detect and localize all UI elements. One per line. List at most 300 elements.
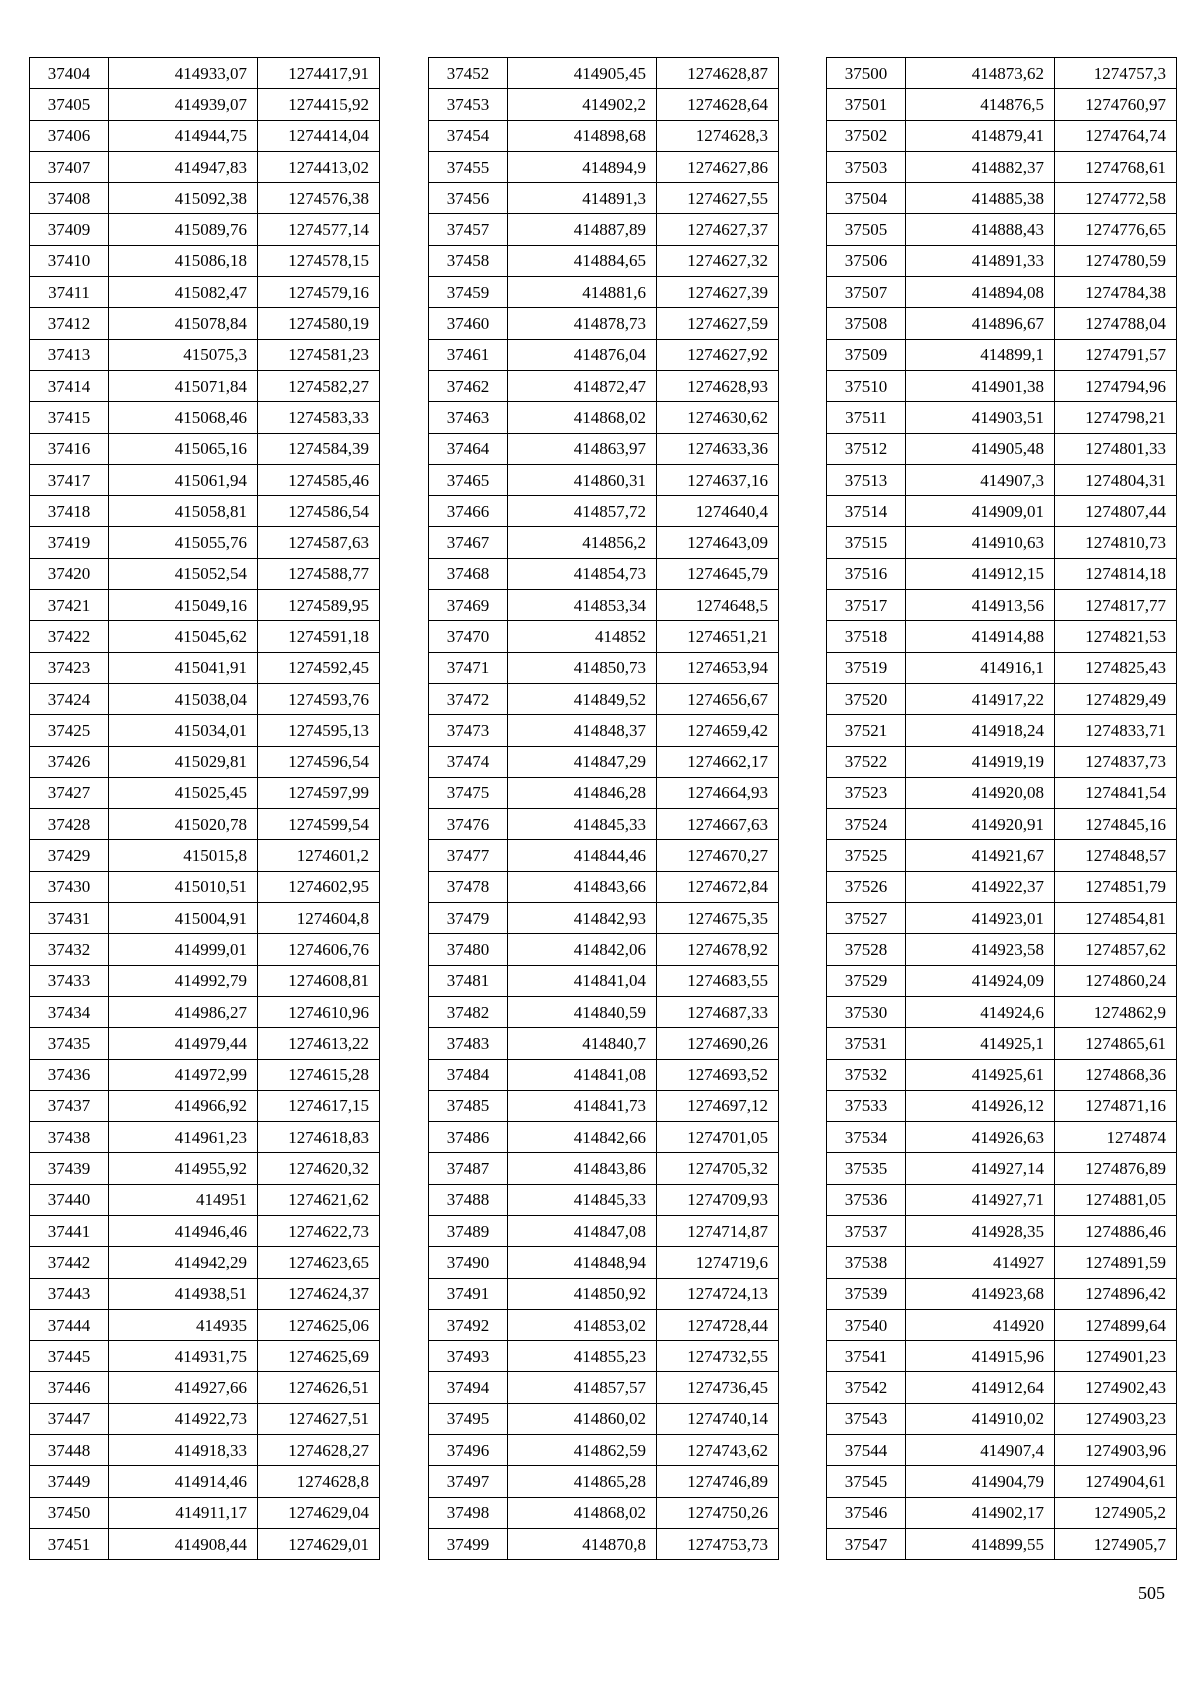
x-coordinate-cell: 414915,96 xyxy=(906,1341,1055,1372)
table-row xyxy=(827,370,1177,401)
x-coordinate-cell: 414927 xyxy=(906,1247,1055,1278)
x-coordinate-cell: 414926,63 xyxy=(906,1122,1055,1153)
point-number-cell: 37435 xyxy=(30,1028,109,1059)
y-coordinate-cell: 1274851,79 xyxy=(1055,871,1177,902)
x-coordinate-cell: 414938,51 xyxy=(109,1278,258,1309)
point-number-cell: 37491 xyxy=(429,1278,508,1309)
y-coordinate-cell: 1274604,8 xyxy=(258,903,380,934)
y-coordinate-cell: 1274780,59 xyxy=(1055,245,1177,276)
point-number-cell: 37430 xyxy=(30,871,109,902)
table-row xyxy=(827,1435,1177,1466)
x-coordinate-cell: 414946,46 xyxy=(109,1215,258,1246)
table-row xyxy=(429,151,779,182)
x-coordinate-cell: 414842,66 xyxy=(508,1122,657,1153)
table-row xyxy=(429,715,779,746)
table-row xyxy=(429,683,779,714)
x-coordinate-cell: 414904,79 xyxy=(906,1466,1055,1497)
y-coordinate-cell: 1274833,71 xyxy=(1055,715,1177,746)
point-number-cell: 37462 xyxy=(429,370,508,401)
point-number-cell: 37421 xyxy=(30,590,109,621)
x-coordinate-cell: 414899,1 xyxy=(906,339,1055,370)
table-row xyxy=(429,1059,779,1090)
table-row xyxy=(30,1184,380,1215)
table-row xyxy=(429,120,779,151)
point-number-cell: 37528 xyxy=(827,934,906,965)
table-row xyxy=(827,1028,1177,1059)
y-coordinate-cell: 1274618,83 xyxy=(258,1122,380,1153)
x-coordinate-cell: 414853,34 xyxy=(508,590,657,621)
y-coordinate-cell: 1274764,74 xyxy=(1055,120,1177,151)
x-coordinate-cell: 414841,04 xyxy=(508,965,657,996)
point-number-cell: 37407 xyxy=(30,151,109,182)
table-row xyxy=(429,1247,779,1278)
table-row xyxy=(827,840,1177,871)
point-number-cell: 37410 xyxy=(30,245,109,276)
table-row xyxy=(429,308,779,339)
x-coordinate-cell: 414926,12 xyxy=(906,1090,1055,1121)
point-number-cell: 37532 xyxy=(827,1059,906,1090)
point-number-cell: 37455 xyxy=(429,151,508,182)
y-coordinate-cell: 1274672,84 xyxy=(657,871,779,902)
point-number-cell: 37438 xyxy=(30,1122,109,1153)
y-coordinate-cell: 1274902,43 xyxy=(1055,1372,1177,1403)
point-number-cell: 37416 xyxy=(30,433,109,464)
y-coordinate-cell: 1274901,23 xyxy=(1055,1341,1177,1372)
x-coordinate-cell: 414920,08 xyxy=(906,777,1055,808)
point-number-cell: 37536 xyxy=(827,1184,906,1215)
table-row xyxy=(827,183,1177,214)
y-coordinate-cell: 1274862,9 xyxy=(1055,996,1177,1027)
point-number-cell: 37515 xyxy=(827,527,906,558)
y-coordinate-cell: 1274821,53 xyxy=(1055,621,1177,652)
x-coordinate-cell: 415034,01 xyxy=(109,715,258,746)
y-coordinate-cell: 1274648,5 xyxy=(657,590,779,621)
x-coordinate-cell: 414857,57 xyxy=(508,1372,657,1403)
x-coordinate-cell: 414872,47 xyxy=(508,370,657,401)
point-number-cell: 37433 xyxy=(30,965,109,996)
y-coordinate-cell: 1274415,92 xyxy=(258,89,380,120)
table-row xyxy=(429,1028,779,1059)
point-number-cell: 37545 xyxy=(827,1466,906,1497)
x-coordinate-cell: 414846,28 xyxy=(508,777,657,808)
table-row xyxy=(827,277,1177,308)
x-coordinate-cell: 415015,8 xyxy=(109,840,258,871)
table-row xyxy=(827,1090,1177,1121)
point-number-cell: 37449 xyxy=(30,1466,109,1497)
point-number-cell: 37441 xyxy=(30,1215,109,1246)
point-number-cell: 37506 xyxy=(827,245,906,276)
x-coordinate-cell: 415010,51 xyxy=(109,871,258,902)
table-row xyxy=(30,339,380,370)
x-coordinate-cell: 414849,52 xyxy=(508,683,657,714)
y-coordinate-cell: 1274597,99 xyxy=(258,777,380,808)
point-number-cell: 37405 xyxy=(30,89,109,120)
y-coordinate-cell: 1274736,45 xyxy=(657,1372,779,1403)
y-coordinate-cell: 1274627,92 xyxy=(657,339,779,370)
y-coordinate-cell: 1274589,95 xyxy=(258,590,380,621)
point-number-cell: 37418 xyxy=(30,496,109,527)
y-coordinate-cell: 1274653,94 xyxy=(657,652,779,683)
point-number-cell: 37439 xyxy=(30,1153,109,1184)
point-number-cell: 37490 xyxy=(429,1247,508,1278)
point-number-cell: 37457 xyxy=(429,214,508,245)
table-row xyxy=(30,621,380,652)
y-coordinate-cell: 1274724,13 xyxy=(657,1278,779,1309)
y-coordinate-cell: 1274621,62 xyxy=(258,1184,380,1215)
y-coordinate-cell: 1274854,81 xyxy=(1055,903,1177,934)
table-row xyxy=(429,214,779,245)
point-number-cell: 37507 xyxy=(827,277,906,308)
point-number-cell: 37474 xyxy=(429,746,508,777)
table-row xyxy=(827,903,1177,934)
x-coordinate-cell: 414916,1 xyxy=(906,652,1055,683)
point-number-cell: 37431 xyxy=(30,903,109,934)
x-coordinate-cell: 414920,91 xyxy=(906,809,1055,840)
x-coordinate-cell: 414850,73 xyxy=(508,652,657,683)
table-row xyxy=(429,903,779,934)
y-coordinate-cell: 1274791,57 xyxy=(1055,339,1177,370)
y-coordinate-cell: 1274578,15 xyxy=(258,245,380,276)
table-row xyxy=(827,652,1177,683)
y-coordinate-cell: 1274627,37 xyxy=(657,214,779,245)
y-coordinate-cell: 1274807,44 xyxy=(1055,496,1177,527)
point-number-cell: 37547 xyxy=(827,1528,906,1559)
y-coordinate-cell: 1274599,54 xyxy=(258,809,380,840)
table-row xyxy=(827,151,1177,182)
x-coordinate-cell: 414898,68 xyxy=(508,120,657,151)
point-number-cell: 37480 xyxy=(429,934,508,965)
table-row xyxy=(827,1403,1177,1434)
y-coordinate-cell: 1274628,93 xyxy=(657,370,779,401)
table-row xyxy=(429,433,779,464)
point-number-cell: 37522 xyxy=(827,746,906,777)
y-coordinate-cell: 1274687,33 xyxy=(657,996,779,1027)
y-coordinate-cell: 1274640,4 xyxy=(657,496,779,527)
table-row xyxy=(429,1528,779,1559)
x-coordinate-cell: 415086,18 xyxy=(109,245,258,276)
x-coordinate-cell: 414918,24 xyxy=(906,715,1055,746)
x-coordinate-cell: 414857,72 xyxy=(508,496,657,527)
y-coordinate-cell: 1274886,46 xyxy=(1055,1215,1177,1246)
table-row xyxy=(30,715,380,746)
point-number-cell: 37513 xyxy=(827,464,906,495)
table-row xyxy=(429,527,779,558)
point-number-cell: 37414 xyxy=(30,370,109,401)
table-row xyxy=(827,777,1177,808)
x-coordinate-cell: 414961,23 xyxy=(109,1122,258,1153)
x-coordinate-cell: 414854,73 xyxy=(508,558,657,589)
point-number-cell: 37408 xyxy=(30,183,109,214)
point-number-cell: 37512 xyxy=(827,433,906,464)
y-coordinate-cell: 1274576,38 xyxy=(258,183,380,214)
x-coordinate-cell: 414852 xyxy=(508,621,657,652)
table-row xyxy=(30,183,380,214)
x-coordinate-cell: 414841,73 xyxy=(508,1090,657,1121)
y-coordinate-cell: 1274746,89 xyxy=(657,1466,779,1497)
point-number-cell: 37447 xyxy=(30,1403,109,1434)
x-coordinate-cell: 414899,55 xyxy=(906,1528,1055,1559)
x-coordinate-cell: 414925,1 xyxy=(906,1028,1055,1059)
point-number-cell: 37453 xyxy=(429,89,508,120)
table-row xyxy=(30,590,380,621)
y-coordinate-cell: 1274591,18 xyxy=(258,621,380,652)
y-coordinate-cell: 1274417,91 xyxy=(258,58,380,89)
point-number-cell: 37450 xyxy=(30,1497,109,1528)
table-row xyxy=(30,1122,380,1153)
table-row xyxy=(827,809,1177,840)
table-row xyxy=(30,996,380,1027)
y-coordinate-cell: 1274760,97 xyxy=(1055,89,1177,120)
y-coordinate-cell: 1274845,16 xyxy=(1055,809,1177,840)
x-coordinate-cell: 414888,43 xyxy=(906,214,1055,245)
point-number-cell: 37486 xyxy=(429,1122,508,1153)
point-number-cell: 37516 xyxy=(827,558,906,589)
y-coordinate-cell: 1274881,05 xyxy=(1055,1184,1177,1215)
x-coordinate-cell: 414870,8 xyxy=(508,1528,657,1559)
table-row xyxy=(30,777,380,808)
table-row xyxy=(429,277,779,308)
point-number-cell: 37511 xyxy=(827,402,906,433)
table-row xyxy=(30,965,380,996)
point-number-cell: 37538 xyxy=(827,1247,906,1278)
y-coordinate-cell: 1274903,23 xyxy=(1055,1403,1177,1434)
point-number-cell: 37459 xyxy=(429,277,508,308)
x-coordinate-cell: 414882,37 xyxy=(906,151,1055,182)
point-number-cell: 37503 xyxy=(827,151,906,182)
point-number-cell: 37533 xyxy=(827,1090,906,1121)
coordinate-table-1 xyxy=(29,57,380,1560)
x-coordinate-cell: 414843,86 xyxy=(508,1153,657,1184)
y-coordinate-cell: 1274645,79 xyxy=(657,558,779,589)
y-coordinate-cell: 1274868,36 xyxy=(1055,1059,1177,1090)
table-row xyxy=(429,402,779,433)
y-coordinate-cell: 1274709,93 xyxy=(657,1184,779,1215)
y-coordinate-cell: 1274817,77 xyxy=(1055,590,1177,621)
x-coordinate-cell: 414910,63 xyxy=(906,527,1055,558)
point-number-cell: 37432 xyxy=(30,934,109,965)
x-coordinate-cell: 414912,15 xyxy=(906,558,1055,589)
x-coordinate-cell: 415055,76 xyxy=(109,527,258,558)
y-coordinate-cell: 1274613,22 xyxy=(258,1028,380,1059)
table-row xyxy=(827,1309,1177,1340)
y-coordinate-cell: 1274714,87 xyxy=(657,1215,779,1246)
x-coordinate-cell: 415049,16 xyxy=(109,590,258,621)
y-coordinate-cell: 1274896,42 xyxy=(1055,1278,1177,1309)
x-coordinate-cell: 414939,07 xyxy=(109,89,258,120)
point-number-cell: 37436 xyxy=(30,1059,109,1090)
point-number-cell: 37493 xyxy=(429,1341,508,1372)
y-coordinate-cell: 1274905,2 xyxy=(1055,1497,1177,1528)
table-row xyxy=(429,464,779,495)
y-coordinate-cell: 1274628,87 xyxy=(657,58,779,89)
table-row xyxy=(827,402,1177,433)
y-coordinate-cell: 1274788,04 xyxy=(1055,308,1177,339)
x-coordinate-cell: 414927,71 xyxy=(906,1184,1055,1215)
point-number-cell: 37540 xyxy=(827,1309,906,1340)
y-coordinate-cell: 1274697,12 xyxy=(657,1090,779,1121)
x-coordinate-cell: 414894,08 xyxy=(906,277,1055,308)
y-coordinate-cell: 1274627,86 xyxy=(657,151,779,182)
x-coordinate-cell: 414944,75 xyxy=(109,120,258,151)
point-number-cell: 37463 xyxy=(429,402,508,433)
table-row xyxy=(30,934,380,965)
table-row xyxy=(30,652,380,683)
y-coordinate-cell: 1274587,63 xyxy=(258,527,380,558)
table-row xyxy=(30,809,380,840)
y-coordinate-cell: 1274581,23 xyxy=(258,339,380,370)
y-coordinate-cell: 1274628,64 xyxy=(657,89,779,120)
y-coordinate-cell: 1274651,21 xyxy=(657,621,779,652)
point-number-cell: 37484 xyxy=(429,1059,508,1090)
y-coordinate-cell: 1274579,16 xyxy=(258,277,380,308)
y-coordinate-cell: 1274693,52 xyxy=(657,1059,779,1090)
y-coordinate-cell: 1274629,01 xyxy=(258,1528,380,1559)
point-number-cell: 37409 xyxy=(30,214,109,245)
table-row xyxy=(827,1059,1177,1090)
x-coordinate-cell: 415092,38 xyxy=(109,183,258,214)
table-row xyxy=(827,1497,1177,1528)
x-coordinate-cell: 414905,48 xyxy=(906,433,1055,464)
table-row xyxy=(30,277,380,308)
x-coordinate-cell: 414931,75 xyxy=(109,1341,258,1372)
table-row xyxy=(429,840,779,871)
y-coordinate-cell: 1274719,6 xyxy=(657,1247,779,1278)
y-coordinate-cell: 1274627,55 xyxy=(657,183,779,214)
point-number-cell: 37489 xyxy=(429,1215,508,1246)
x-coordinate-cell: 414847,29 xyxy=(508,746,657,777)
table-row xyxy=(30,746,380,777)
point-number-cell: 37546 xyxy=(827,1497,906,1528)
x-coordinate-cell: 414947,83 xyxy=(109,151,258,182)
y-coordinate-cell: 1274625,06 xyxy=(258,1309,380,1340)
y-coordinate-cell: 1274667,63 xyxy=(657,809,779,840)
x-coordinate-cell: 414855,23 xyxy=(508,1341,657,1372)
table-row xyxy=(827,746,1177,777)
table-row xyxy=(827,1153,1177,1184)
x-coordinate-cell: 414878,73 xyxy=(508,308,657,339)
y-coordinate-cell: 1274625,69 xyxy=(258,1341,380,1372)
y-coordinate-cell: 1274678,92 xyxy=(657,934,779,965)
x-coordinate-cell: 414848,37 xyxy=(508,715,657,746)
point-number-cell: 37423 xyxy=(30,652,109,683)
table-row xyxy=(827,120,1177,151)
point-number-cell: 37404 xyxy=(30,58,109,89)
table-row xyxy=(30,558,380,589)
point-number-cell: 37471 xyxy=(429,652,508,683)
x-coordinate-cell: 414844,46 xyxy=(508,840,657,871)
table-row xyxy=(30,245,380,276)
x-coordinate-cell: 415089,76 xyxy=(109,214,258,245)
x-coordinate-cell: 414843,66 xyxy=(508,871,657,902)
y-coordinate-cell: 1274627,39 xyxy=(657,277,779,308)
table-row xyxy=(429,1122,779,1153)
table-row xyxy=(827,590,1177,621)
y-coordinate-cell: 1274627,32 xyxy=(657,245,779,276)
x-coordinate-cell: 414923,01 xyxy=(906,903,1055,934)
x-coordinate-cell: 414860,02 xyxy=(508,1403,657,1434)
table-row xyxy=(827,1215,1177,1246)
table-row xyxy=(429,1309,779,1340)
y-coordinate-cell: 1274904,61 xyxy=(1055,1466,1177,1497)
x-coordinate-cell: 414881,6 xyxy=(508,277,657,308)
x-coordinate-cell: 414925,61 xyxy=(906,1059,1055,1090)
y-coordinate-cell: 1274860,24 xyxy=(1055,965,1177,996)
table-row xyxy=(30,370,380,401)
x-coordinate-cell: 415025,45 xyxy=(109,777,258,808)
table-row xyxy=(429,809,779,840)
y-coordinate-cell: 1274583,33 xyxy=(258,402,380,433)
y-coordinate-cell: 1274871,16 xyxy=(1055,1090,1177,1121)
y-coordinate-cell: 1274814,18 xyxy=(1055,558,1177,589)
x-coordinate-cell: 415068,46 xyxy=(109,402,258,433)
point-number-cell: 37531 xyxy=(827,1028,906,1059)
point-number-cell: 37517 xyxy=(827,590,906,621)
x-coordinate-cell: 414955,92 xyxy=(109,1153,258,1184)
point-number-cell: 37505 xyxy=(827,214,906,245)
table-row xyxy=(429,1184,779,1215)
point-number-cell: 37420 xyxy=(30,558,109,589)
y-coordinate-cell: 1274627,59 xyxy=(657,308,779,339)
y-coordinate-cell: 1274683,55 xyxy=(657,965,779,996)
point-number-cell: 37529 xyxy=(827,965,906,996)
table-row xyxy=(827,558,1177,589)
table-row xyxy=(827,308,1177,339)
table-row xyxy=(827,1372,1177,1403)
point-number-cell: 37467 xyxy=(429,527,508,558)
y-coordinate-cell: 1274753,73 xyxy=(657,1528,779,1559)
table-row xyxy=(30,903,380,934)
y-coordinate-cell: 1274593,76 xyxy=(258,683,380,714)
y-coordinate-cell: 1274705,32 xyxy=(657,1153,779,1184)
y-coordinate-cell: 1274584,39 xyxy=(258,433,380,464)
x-coordinate-cell: 414928,35 xyxy=(906,1215,1055,1246)
point-number-cell: 37498 xyxy=(429,1497,508,1528)
point-number-cell: 37473 xyxy=(429,715,508,746)
x-coordinate-cell: 415038,04 xyxy=(109,683,258,714)
x-coordinate-cell: 414924,6 xyxy=(906,996,1055,1027)
point-number-cell: 37424 xyxy=(30,683,109,714)
y-coordinate-cell: 1274905,7 xyxy=(1055,1528,1177,1559)
x-coordinate-cell: 415075,3 xyxy=(109,339,258,370)
y-coordinate-cell: 1274617,15 xyxy=(258,1090,380,1121)
table-row xyxy=(827,1247,1177,1278)
x-coordinate-cell: 414862,59 xyxy=(508,1435,657,1466)
x-coordinate-cell: 415045,62 xyxy=(109,621,258,652)
y-coordinate-cell: 1274630,62 xyxy=(657,402,779,433)
point-number-cell: 37524 xyxy=(827,809,906,840)
point-number-cell: 37406 xyxy=(30,120,109,151)
x-coordinate-cell: 414841,08 xyxy=(508,1059,657,1090)
x-coordinate-cell: 414876,5 xyxy=(906,89,1055,120)
y-coordinate-cell: 1274620,32 xyxy=(258,1153,380,1184)
table-row xyxy=(827,1278,1177,1309)
table-row xyxy=(30,464,380,495)
y-coordinate-cell: 1274585,46 xyxy=(258,464,380,495)
point-number-cell: 37476 xyxy=(429,809,508,840)
y-coordinate-cell: 1274588,77 xyxy=(258,558,380,589)
point-number-cell: 37448 xyxy=(30,1435,109,1466)
table-row xyxy=(30,1059,380,1090)
point-number-cell: 37530 xyxy=(827,996,906,1027)
point-number-cell: 37523 xyxy=(827,777,906,808)
x-coordinate-cell: 414935 xyxy=(109,1309,258,1340)
x-coordinate-cell: 415078,84 xyxy=(109,308,258,339)
x-coordinate-cell: 414992,79 xyxy=(109,965,258,996)
y-coordinate-cell: 1274623,65 xyxy=(258,1247,380,1278)
point-number-cell: 37518 xyxy=(827,621,906,652)
table-row xyxy=(827,245,1177,276)
y-coordinate-cell: 1274627,51 xyxy=(258,1403,380,1434)
